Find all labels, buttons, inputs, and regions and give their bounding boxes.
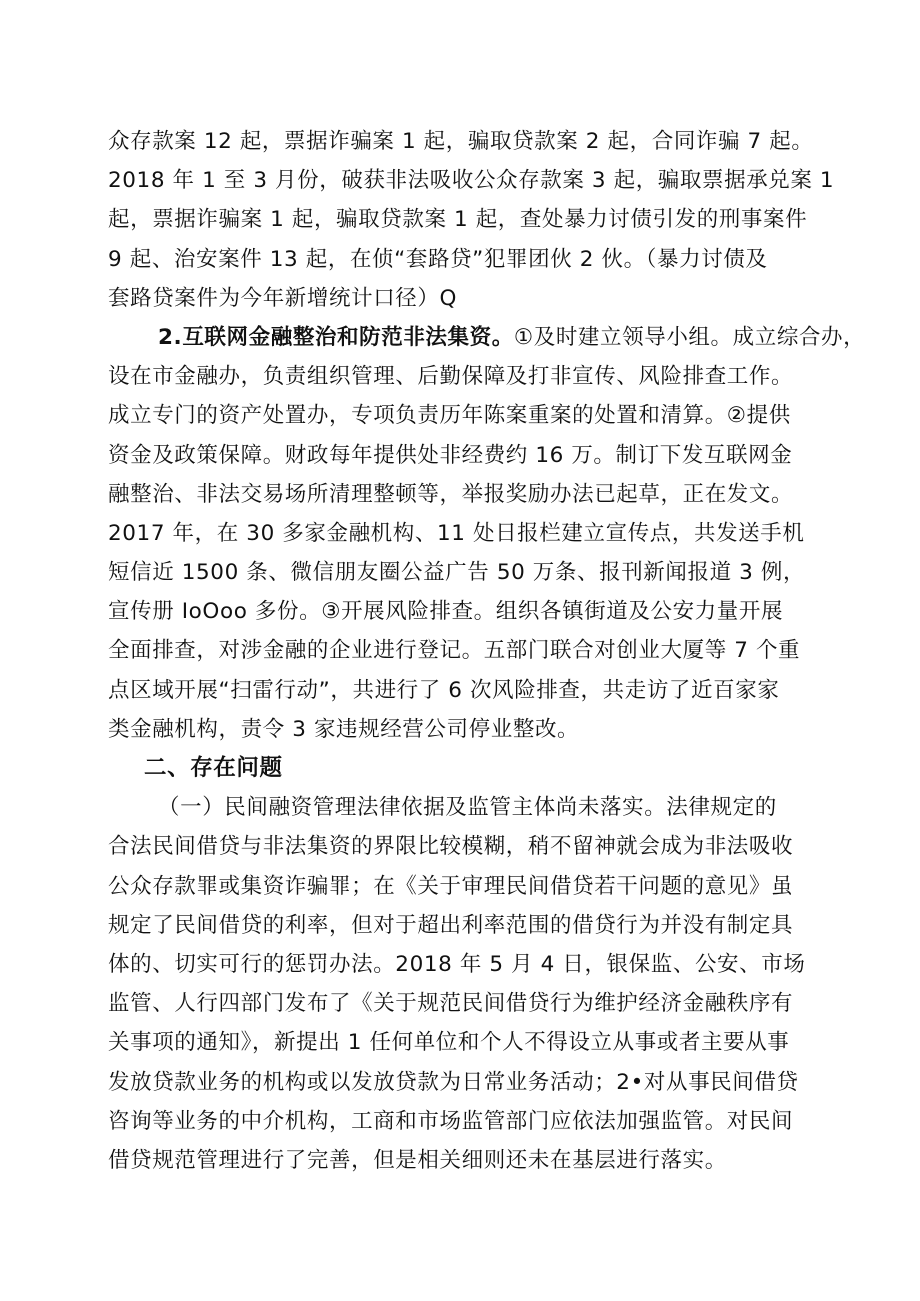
paragraph-first-line <box>108 318 866 357</box>
text-line: 9 起、治安案件 13 起，在侦“套路贷”犯罪团伙 2 伙。（暴力讨债及 <box>108 246 768 272</box>
text-line: 规定了民间借贷的利率，但对于超出利率范围的借贷行为并没有制定具 <box>108 912 794 938</box>
text-line: 体的、切实可行的惩罚办法。2018 年 5 月 4 日，银保监、公安、市场 <box>108 951 806 977</box>
text-line: 合法民间借贷与非法集资的界限比较模糊，稍不留神就会成为非法吸收 <box>108 834 794 860</box>
paragraph-first-line-text: ①及时建立领导小组。成立综合办， <box>513 324 866 350</box>
text-line: 关事项的通知》，新提出 1 任何单位和个人不得设立从事或者主要从事 <box>108 1030 790 1056</box>
text-line: 点区域开展“扫雷行动”，共进行了 6 次风险排查，共走访了近百家家 <box>108 677 780 703</box>
text-line: 众存款案 12 起，票据诈骗案 1 起，骗取贷款案 2 起，合同诈骗 7 起。 <box>108 129 814 154</box>
text-line: 发放贷款业务的机构或以发放贷款为日常业务活动；2•对从事民间借贷 <box>108 1069 799 1095</box>
text-line: 2017 年，在 30 多家金融机构、11 处日报栏建立宣传点，共发送手机 <box>108 520 805 546</box>
text-line: 2018 年 1 至 3 月份，破获非法吸收公众存款案 3 起，骗取票据承兑案 1 <box>108 168 835 194</box>
text-line: 类金融机构，责令 3 家违规经营公司停业整改。 <box>108 716 580 742</box>
document-body <box>108 122 866 1180</box>
text-line: 起，票据诈骗案 1 起，骗取贷款案 1 起，查处暴力讨债引发的刑事案件 <box>108 207 808 233</box>
text-line: 全面排查，对涉金融的企业进行登记。五部门联合对创业大厦等 7 个重 <box>108 638 801 664</box>
paragraph-lead: 2.互联网金融整治和防范非法集资。 <box>158 324 514 350</box>
text-line: 公众存款罪或集资诈骗罪；在《关于审理民间借贷若干问题的意见》虽 <box>108 873 794 899</box>
text-line: 借贷规范管理进行了完善，但是相关细则还未在基层进行落实。 <box>108 1147 727 1173</box>
section-heading: 二、存在问题 <box>144 755 283 781</box>
paragraph-first-line: （一）民间融资管理法律依据及监管主体尚未落实。法律规定的 <box>158 795 777 821</box>
text-line: 融整治、非法交易场所清理整顿等，举报奖励办法已起草，正在发文。 <box>108 481 794 507</box>
text-line: 宣传册 IoOoo 多份。③开展风险排查。组织各镇街道及公安力量开展 <box>108 599 784 625</box>
text-line: 成立专门的资产处置办，专项负责历年陈案重案的处置和清算。②提供 <box>108 403 791 429</box>
text-line: 套路贷案件为今年新增统计口径）Q <box>108 285 458 311</box>
text-line: 短信近 1500 条、微信朋友圈公益广告 50 万条、报刊新闻报道 3 例， <box>108 560 806 586</box>
text-line: 资金及政策保障。财政每年提供处非经费约 16 万。制订下发互联网金 <box>108 442 793 468</box>
text-line: 咨询等业务的中介机构，工商和市场监管部门应依法加强监管。对民间 <box>108 1108 794 1134</box>
text-line: 监管、人行四部门发布了《关于规范民间借贷行为维护经济金融秩序有 <box>108 991 794 1017</box>
text-line: 设在市金融办，负责组织管理、后勤保障及打非宣传、风险排查工作。 <box>108 364 794 390</box>
